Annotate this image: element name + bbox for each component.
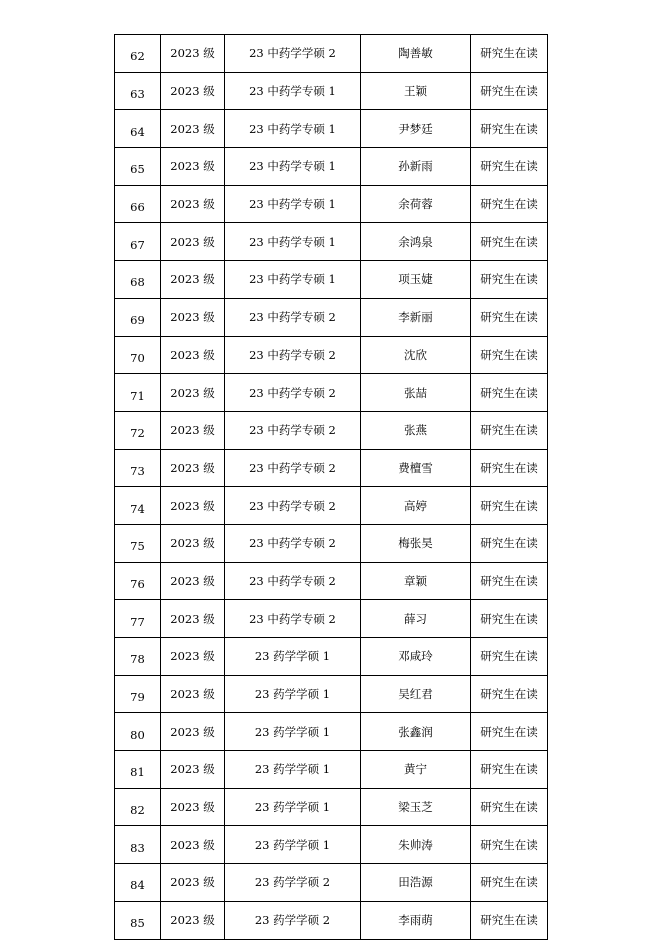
table-row [115, 374, 548, 412]
grade-cell: 2023 级 [161, 901, 225, 939]
grade-cell: 2023 级 [161, 524, 225, 562]
table-row [115, 35, 548, 73]
table-row [115, 864, 548, 902]
table-row [115, 638, 548, 676]
grade-cell: 2023 级 [161, 261, 225, 299]
row-number-cell: 70 [115, 336, 161, 374]
student-table [114, 34, 548, 940]
class-cell: 23 中药学专硕 2 [225, 562, 361, 600]
table-row [115, 524, 548, 562]
row-number-cell: 63 [115, 72, 161, 110]
class-cell: 23 中药学专硕 2 [225, 374, 361, 412]
class-cell: 23 中药学专硕 1 [225, 261, 361, 299]
row-number-cell: 80 [115, 713, 161, 751]
status-cell: 研究生在读 [471, 449, 548, 487]
table-row [115, 261, 548, 299]
class-cell: 23 药学学硕 1 [225, 638, 361, 676]
student-name-cell: 王颖 [361, 72, 471, 110]
status-cell: 研究生在读 [471, 562, 548, 600]
status-cell: 研究生在读 [471, 298, 548, 336]
student-name-cell: 余鸿泉 [361, 223, 471, 261]
status-cell: 研究生在读 [471, 148, 548, 186]
class-cell: 23 中药学专硕 1 [225, 110, 361, 148]
student-name-cell: 黄宁 [361, 751, 471, 789]
status-cell: 研究生在读 [471, 110, 548, 148]
row-number-cell: 78 [115, 638, 161, 676]
student-name-cell: 朱帅涛 [361, 826, 471, 864]
class-cell: 23 药学学硕 2 [225, 864, 361, 902]
status-cell: 研究生在读 [471, 864, 548, 902]
student-name-cell: 邓咸玲 [361, 638, 471, 676]
row-number-cell: 62 [115, 35, 161, 73]
status-cell: 研究生在读 [471, 751, 548, 789]
class-cell: 23 中药学专硕 2 [225, 336, 361, 374]
class-cell: 23 药学学硕 1 [225, 751, 361, 789]
row-number-cell: 76 [115, 562, 161, 600]
table-row [115, 675, 548, 713]
status-cell: 研究生在读 [471, 600, 548, 638]
table-row [115, 223, 548, 261]
table-row [115, 788, 548, 826]
status-cell: 研究生在读 [471, 35, 548, 73]
row-number-cell: 75 [115, 524, 161, 562]
grade-cell: 2023 级 [161, 336, 225, 374]
status-cell: 研究生在读 [471, 487, 548, 525]
row-number-cell: 71 [115, 374, 161, 412]
row-number-cell: 66 [115, 185, 161, 223]
grade-cell: 2023 级 [161, 562, 225, 600]
grade-cell: 2023 级 [161, 110, 225, 148]
row-number-cell: 83 [115, 826, 161, 864]
student-name-cell: 沈欣 [361, 336, 471, 374]
table-row [115, 713, 548, 751]
student-name-cell: 尹梦廷 [361, 110, 471, 148]
class-cell: 23 药学学硕 1 [225, 788, 361, 826]
grade-cell: 2023 级 [161, 713, 225, 751]
status-cell: 研究生在读 [471, 261, 548, 299]
table-body [115, 35, 548, 940]
grade-cell: 2023 级 [161, 185, 225, 223]
class-cell: 23 药学学硕 1 [225, 713, 361, 751]
student-name-cell: 梁玉芝 [361, 788, 471, 826]
table-row [115, 487, 548, 525]
row-number-cell: 84 [115, 864, 161, 902]
status-cell: 研究生在读 [471, 901, 548, 939]
status-cell: 研究生在读 [471, 788, 548, 826]
class-cell: 23 中药学专硕 1 [225, 223, 361, 261]
table-row [115, 600, 548, 638]
grade-cell: 2023 级 [161, 72, 225, 110]
class-cell: 23 药学学硕 1 [225, 826, 361, 864]
row-number-cell: 74 [115, 487, 161, 525]
table-row [115, 751, 548, 789]
grade-cell: 2023 级 [161, 487, 225, 525]
table-row [115, 901, 548, 939]
row-number-cell: 67 [115, 223, 161, 261]
status-cell: 研究生在读 [471, 185, 548, 223]
status-cell: 研究生在读 [471, 675, 548, 713]
class-cell: 23 中药学学硕 2 [225, 35, 361, 73]
status-cell: 研究生在读 [471, 713, 548, 751]
class-cell: 23 中药学专硕 2 [225, 449, 361, 487]
status-cell: 研究生在读 [471, 336, 548, 374]
student-name-cell: 孙新雨 [361, 148, 471, 186]
student-name-cell: 李新丽 [361, 298, 471, 336]
row-number-cell: 81 [115, 751, 161, 789]
row-number-cell: 72 [115, 411, 161, 449]
row-number-cell: 73 [115, 449, 161, 487]
class-cell: 23 中药学专硕 2 [225, 487, 361, 525]
class-cell: 23 药学学硕 1 [225, 675, 361, 713]
student-name-cell: 余荷蓉 [361, 185, 471, 223]
class-cell: 23 中药学专硕 2 [225, 524, 361, 562]
status-cell: 研究生在读 [471, 374, 548, 412]
row-number-cell: 85 [115, 901, 161, 939]
class-cell: 23 中药学专硕 1 [225, 72, 361, 110]
table-row [115, 336, 548, 374]
student-name-cell: 张燕 [361, 411, 471, 449]
grade-cell: 2023 级 [161, 751, 225, 789]
status-cell: 研究生在读 [471, 223, 548, 261]
student-name-cell: 高婷 [361, 487, 471, 525]
grade-cell: 2023 级 [161, 298, 225, 336]
student-name-cell: 田浩源 [361, 864, 471, 902]
row-number-cell: 82 [115, 788, 161, 826]
row-number-cell: 77 [115, 600, 161, 638]
student-name-cell: 项玉婕 [361, 261, 471, 299]
grade-cell: 2023 级 [161, 638, 225, 676]
grade-cell: 2023 级 [161, 223, 225, 261]
grade-cell: 2023 级 [161, 826, 225, 864]
class-cell: 23 中药学专硕 2 [225, 600, 361, 638]
table-row [115, 185, 548, 223]
table-row [115, 562, 548, 600]
row-number-cell: 69 [115, 298, 161, 336]
status-cell: 研究生在读 [471, 638, 548, 676]
status-cell: 研究生在读 [471, 411, 548, 449]
row-number-cell: 65 [115, 148, 161, 186]
table-row [115, 110, 548, 148]
table-row [115, 298, 548, 336]
row-number-cell: 64 [115, 110, 161, 148]
grade-cell: 2023 级 [161, 374, 225, 412]
student-name-cell: 张喆 [361, 374, 471, 412]
grade-cell: 2023 级 [161, 148, 225, 186]
student-name-cell: 费檀雪 [361, 449, 471, 487]
grade-cell: 2023 级 [161, 864, 225, 902]
class-cell: 23 药学学硕 2 [225, 901, 361, 939]
document-page [114, 34, 544, 940]
status-cell: 研究生在读 [471, 826, 548, 864]
table-row [115, 411, 548, 449]
row-number-cell: 79 [115, 675, 161, 713]
grade-cell: 2023 级 [161, 411, 225, 449]
class-cell: 23 中药学专硕 2 [225, 298, 361, 336]
grade-cell: 2023 级 [161, 449, 225, 487]
student-name-cell: 李雨萌 [361, 901, 471, 939]
student-name-cell: 章颖 [361, 562, 471, 600]
grade-cell: 2023 级 [161, 788, 225, 826]
table-row [115, 826, 548, 864]
student-name-cell: 陶善敏 [361, 35, 471, 73]
grade-cell: 2023 级 [161, 600, 225, 638]
grade-cell: 2023 级 [161, 35, 225, 73]
student-name-cell: 梅张昊 [361, 524, 471, 562]
class-cell: 23 中药学专硕 2 [225, 411, 361, 449]
row-number-cell: 68 [115, 261, 161, 299]
class-cell: 23 中药学专硕 1 [225, 148, 361, 186]
table-row [115, 449, 548, 487]
table-row [115, 72, 548, 110]
student-name-cell: 薛习 [361, 600, 471, 638]
student-name-cell: 吴红君 [361, 675, 471, 713]
student-name-cell: 张鑫润 [361, 713, 471, 751]
status-cell: 研究生在读 [471, 72, 548, 110]
table-row [115, 148, 548, 186]
grade-cell: 2023 级 [161, 675, 225, 713]
class-cell: 23 中药学专硕 1 [225, 185, 361, 223]
status-cell: 研究生在读 [471, 524, 548, 562]
